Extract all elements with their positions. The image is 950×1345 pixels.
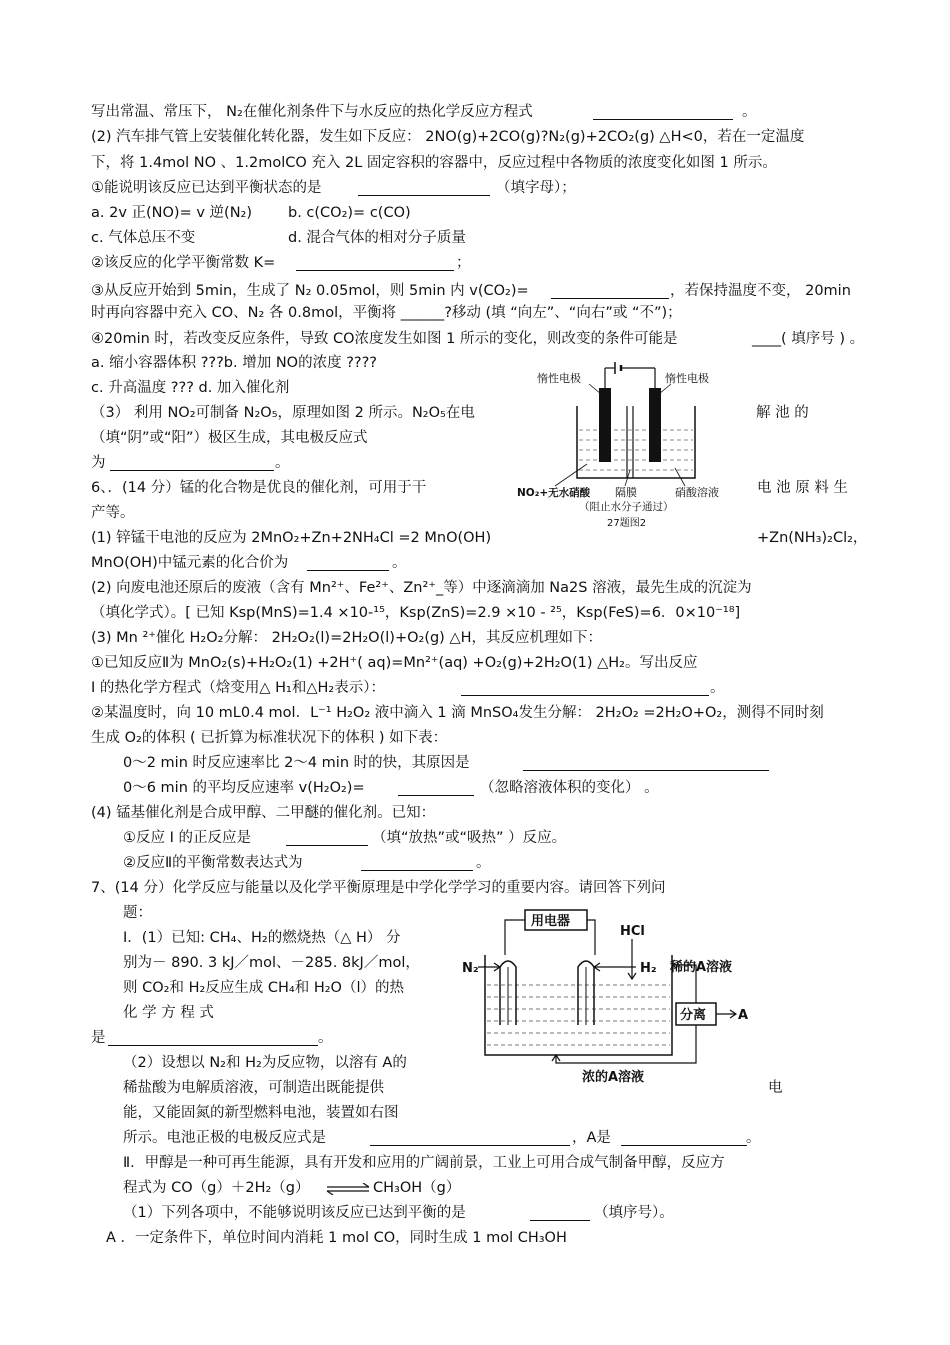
text-line: 写出常温、常压下， N₂在催化剂条件下与水反应的热化学反应方程式 <box>91 104 533 120</box>
text-line: a. 缩小容器体积 ???b. 增加 NO的浓度 ???? <box>91 355 377 371</box>
question-7-heading: 7、(14 分）化学反应与能量以及化学平衡原理是中学化学学习的重要内容。请回答下列问 <box>91 880 666 896</box>
text-line: (4) 锰基催化剂是合成甲醇、二甲醚的催化剂。已知： <box>91 805 436 821</box>
text-line: 0～2 min 时反应速率比 2～4 min 时的快，其原因是 <box>123 755 470 771</box>
text-line: ____( 填序号 ) 。 <box>752 331 865 347</box>
text-line: 电 池 原 料 生 <box>757 480 848 496</box>
answer-blank[interactable] <box>398 780 474 796</box>
text-line: （1）下列各项中，不能够说明该反应已达到平衡的是 <box>123 1205 466 1221</box>
text-line: ，A是 <box>572 1130 611 1146</box>
text-line: （填“放热”或“吸热” ）反应。 <box>372 830 567 846</box>
text-line: 化 学 方 程 式 <box>123 1005 214 1021</box>
text-line: ①反应 Ⅰ 的正反应是 <box>123 830 251 846</box>
answer-blank[interactable] <box>530 1205 590 1221</box>
option-b: b. c(CO₂)= c(CO) <box>288 205 411 221</box>
text-line: ④20min 时，若改变反应条件，导致 CO浓度发生如图 1 所示的变化，则改变的条件可能是 <box>91 331 678 347</box>
answer-blank[interactable] <box>523 755 769 771</box>
concentrated-solution-label: 浓的A溶液 <box>582 1070 645 1085</box>
text-line: CH₃OH（g） <box>373 1180 461 1196</box>
text-line: 生成 O₂的体积 ( 已折算为标准状况下的体积 ) 如下表： <box>91 730 448 746</box>
text-line: （忽略溶液体积的变化） 。 <box>480 780 659 796</box>
text-line: （2）设想以 N₂和 H₂为反应物，以溶有 A的 <box>123 1055 407 1071</box>
option-d: d. 混合气体的相对分子质量 <box>288 230 466 246</box>
text-line: （填序号）。 <box>594 1205 674 1221</box>
figure-caption: 27题图2 <box>607 518 647 529</box>
answer-blank[interactable] <box>593 104 733 120</box>
text-line: ③从反应开始到 5min，生成了 N₂ 0.05mol，则 5min 内 v(CO₂)= <box>91 283 529 299</box>
text-line: （3） 利用 NO₂可制备 N₂O₅，原理如图 2 所示。N₂O₅在电 <box>91 405 475 421</box>
electrolysis-cell-figure <box>515 360 755 530</box>
answer-blank[interactable] <box>110 455 274 471</box>
text-line: 程式为 CO（g）＋2H₂（g） <box>123 1180 310 1196</box>
text-line: 。 <box>746 1130 761 1146</box>
separator-label: 分离 <box>680 1008 707 1023</box>
answer-blank[interactable] <box>361 855 473 871</box>
answer-blank[interactable] <box>307 555 389 571</box>
device-label: 用电器 <box>531 914 571 929</box>
text-line: (3) Mn ²⁺催化 H₂O₂分解： 2H₂O₂(l)=2H₂O(l)+O₂(g) △H，其反应机理如下： <box>91 630 602 646</box>
text-line: 电 <box>768 1080 783 1096</box>
text-line: ②某温度时，向 10 mL0.4 mol．L⁻¹ H₂O₂ 液中滴入 1 滴 MnSO₄发生分解： 2H₂O₂ =2H₂O+O₂，测得不同时刻 <box>91 705 824 721</box>
hcl-label: HCl <box>620 924 645 939</box>
text-line: Ⅰ．(1）已知: CH₄、H₂的燃烧热（△ H） 分 <box>123 930 401 946</box>
text-line: (2) 向废电池还原后的废液（含有 Mn²⁺、Fe²⁺、Zn²⁺_等）中逐滴滴加 Na2S 溶液，最先生成的沉淀为 <box>91 580 752 596</box>
text-line: (2) 汽车排气管上安装催化转化器，发生如下反应： 2NO(g)+2CO(g)?N₂(g)+2CO₂(g) △H<0，若在一定温度 <box>91 129 805 145</box>
text-line: 。 <box>710 680 725 696</box>
answer-blank[interactable] <box>551 283 669 299</box>
text-line: (1) 锌锰干电池的反应为 2MnO₂+Zn+2NH₄Cl =2 MnO(OH) <box>91 530 492 546</box>
text-line: 别为－ 890. 3 kJ／mol、－285. 8kJ／mol， <box>123 955 420 971</box>
text-line: +Zn(NH₃)₂Cl₂， <box>757 530 868 546</box>
fuel-cell-figure <box>460 905 760 1087</box>
text-line: 。 <box>742 104 757 120</box>
membrane-note: （阻止水分子通过） <box>579 501 674 513</box>
text-line: 时再向容器中充入 CO、N₂ 各 0.8mol，平衡将 ______?移动 (填 “向左”、“向右”或 “不”)； <box>91 305 682 321</box>
text-line: ； <box>456 255 471 271</box>
question-6-heading: 6、．(14 分）锰的化合物是优良的催化剂，可用于干 <box>91 480 427 496</box>
membrane-label: 隔膜 <box>615 486 637 499</box>
text-line: ②反应Ⅱ的平衡常数表达式为 <box>123 855 303 871</box>
text-line: 题： <box>123 905 152 921</box>
answer-blank[interactable] <box>370 1130 570 1146</box>
answer-blank[interactable] <box>286 830 368 846</box>
n2-label: N₂ <box>462 961 479 976</box>
product-a-label: A <box>738 1008 749 1023</box>
option-a: a. 2v 正(NO)= v 逆(N₂) <box>91 205 253 221</box>
answer-blank[interactable] <box>108 1030 318 1046</box>
answer-blank[interactable] <box>296 255 454 271</box>
answer-blank[interactable] <box>621 1130 747 1146</box>
reversible-arrow-icon <box>325 1183 371 1195</box>
text-line: Ⅰ 的热化学方程式（焓变用△ H₁和△H₂表示）： <box>91 680 385 696</box>
text-line: ①能说明该反应已达到平衡状态的是 <box>91 180 322 196</box>
cathode-solution-label: 硝酸溶液 <box>675 486 719 499</box>
text-line: 。 <box>318 1030 333 1046</box>
text-line: （填“阴”或“阳”）极区生成，其电极反应式 <box>91 430 368 446</box>
text-line: 。 <box>392 555 407 571</box>
text-line: （填字母）； <box>496 180 576 196</box>
text-line: 为 <box>91 455 106 471</box>
text-line: Ⅱ．甲醇是一种可再生能源，具有开发和应用的广阔前景，工业上可用合成气制备甲醇，反应方 <box>123 1155 725 1171</box>
dilute-solution-label: 稀的A溶液 <box>670 960 733 975</box>
text-line: 产等。 <box>91 505 135 521</box>
text-line: 则 CO₂和 H₂反应生成 CH₄和 H₂O（l）的热 <box>123 980 405 996</box>
text-line: ①已知反应Ⅱ为 MnO₂(s)+H₂O₂(1) +2H⁺( aq)=Mn²⁺(aq) +O₂(g)+2H₂O(1) △H₂。写出反应 <box>91 655 698 671</box>
text-line: 下，将 1.4mol NO 、1.2molCO 充入 2L 固定容积的容器中，反应过程中各物质的浓度变化如图 1 所示。 <box>91 155 777 171</box>
text-line: 是 <box>91 1030 106 1046</box>
option-c: c. 气体总压不变 <box>91 230 196 246</box>
text-line: （填化学式）。[ 已知 Ksp(MnS)=1.4 ×10-¹⁵，Ksp(ZnS)=2.9 ×10 - ²⁵，Ksp(FeS)=6．0×10⁻¹⁸] <box>91 605 741 621</box>
option-A: A ．一定条件下，单位时间内消耗 1 mol CO，同时生成 1 mol CH₃OH <box>106 1230 567 1246</box>
answer-blank[interactable] <box>358 180 490 196</box>
electrode-right-label: 惰性电极 <box>665 372 709 385</box>
electrode-left-label: 惰性电极 <box>537 372 581 385</box>
text-line: c. 升高温度 ??? d. 加入催化剂 <box>91 380 290 396</box>
text-line: ②该反应的化学平衡常数 K= <box>91 255 276 271</box>
text-line: 稀盐酸为电解质溶液，可制造出既能提供 <box>123 1080 384 1096</box>
text-line: MnO(OH)中锰元素的化合价为 <box>91 555 289 571</box>
text-line: 。 <box>476 855 491 871</box>
text-line: ，若保持温度不变， 20min <box>670 283 851 299</box>
text-line: 。 <box>275 455 290 471</box>
text-line: 能，又能固氮的新型燃料电池，装置如右图 <box>123 1105 399 1121</box>
text-line: 0～6 min 的平均反应速率 v(H₂O₂)= <box>123 780 365 796</box>
answer-blank[interactable] <box>461 680 709 696</box>
text-line: 解 池 的 <box>756 405 809 421</box>
h2-label: H₂ <box>640 961 657 976</box>
anode-solution-label: NO₂+无水硝酸 <box>517 487 591 499</box>
text-line: 所示。电池正极的电极反应式是 <box>123 1130 326 1146</box>
